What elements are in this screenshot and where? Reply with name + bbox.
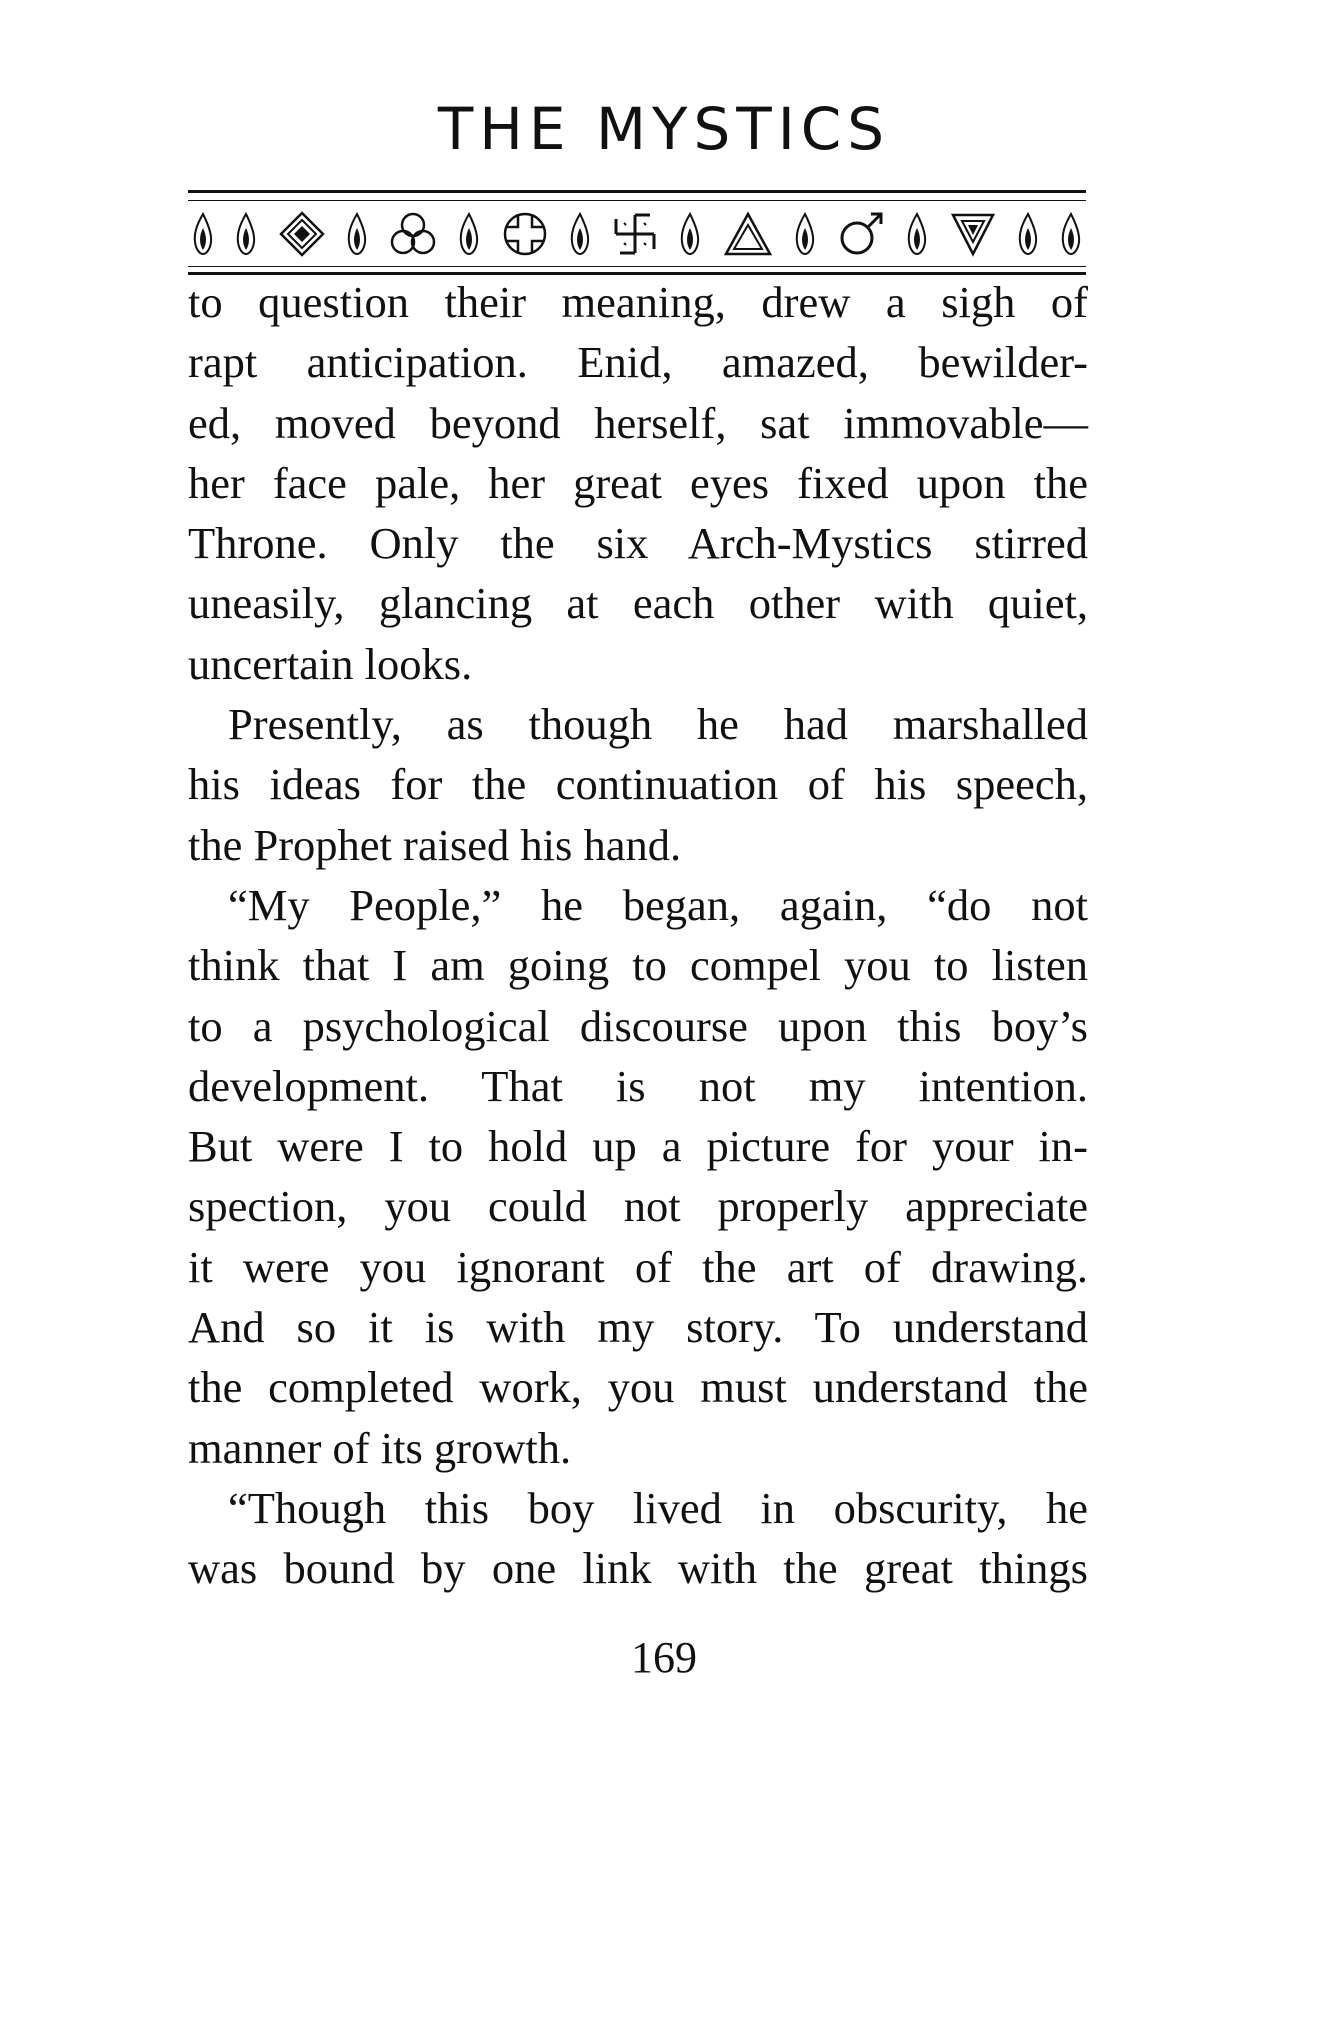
text-line: development. That is not my intention. — [188, 1060, 1088, 1111]
flame-icon — [679, 212, 701, 256]
flame-icon — [458, 212, 480, 256]
flame-icon — [346, 212, 368, 256]
flame-icon — [906, 212, 928, 256]
flame-icon — [192, 212, 214, 256]
text-line: to question their meaning, drew a sigh of — [188, 277, 1088, 327]
diamond-icon — [279, 211, 325, 257]
page-number: 169 — [631, 1633, 697, 1682]
text-line: manner of its growth. — [188, 1422, 572, 1473]
text-line: ed, moved beyond herself, sat immovable— — [188, 397, 1088, 448]
text-line: “Though this boy lived in obscurity, he — [228, 1482, 1088, 1533]
header-rule-thick — [188, 190, 1086, 193]
triangle-icon — [723, 211, 773, 257]
flame-icon — [1017, 212, 1039, 256]
flame-icon — [235, 212, 257, 256]
inverted-triangle-icon — [950, 211, 996, 257]
text-line: Presently, as though he had marshalled — [228, 699, 1088, 750]
text-line: rapt anticipation. Enid, amazed, bewilder- — [188, 337, 1088, 388]
text-line: to a psychological discourse upon this boy’s — [188, 1000, 1088, 1051]
text-line: spection, you could not properly appreciate — [188, 1181, 1088, 1232]
text-line: the completed work, you must understand the — [188, 1362, 1088, 1413]
ornament-rule-thin — [188, 266, 1086, 267]
text-line: But were I to hold up a picture for your in- — [188, 1121, 1088, 1172]
text-line: his ideas for the continuation of his speech, — [188, 759, 1088, 810]
text-line: uneasily, glancing at each other with quiet, — [188, 578, 1088, 629]
text-line: “My People,” he began, again, “do not — [228, 879, 1088, 930]
text-line: And so it is with my story. To understand — [188, 1302, 1088, 1353]
cross-circle-icon — [502, 211, 548, 257]
text-line: uncertain looks. — [188, 638, 473, 689]
flame-icon — [569, 212, 591, 256]
text-line: think that I am going to compel you to listen — [188, 940, 1088, 991]
body-text — [188, 272, 1088, 1599]
text-line: the Prophet raised his hand. — [188, 819, 682, 870]
swastika-icon — [612, 211, 658, 257]
text-line: it were you ignorant of the art of drawing. — [188, 1241, 1088, 1292]
mars-icon — [837, 211, 885, 257]
ornament-band — [188, 206, 1086, 262]
text-line: her face pale, her great eyes fixed upon the — [188, 457, 1088, 508]
text-line: Throne. Only the six Arch-Mystics stirred — [188, 518, 1088, 569]
flame-icon — [1060, 212, 1082, 256]
header-rule-thin — [188, 200, 1086, 201]
running-title: THE MYSTICS — [437, 95, 891, 163]
flame-icon — [794, 212, 816, 256]
trefoil-icon — [389, 211, 437, 257]
text-line: was bound by one link with the great things — [188, 1543, 1088, 1594]
